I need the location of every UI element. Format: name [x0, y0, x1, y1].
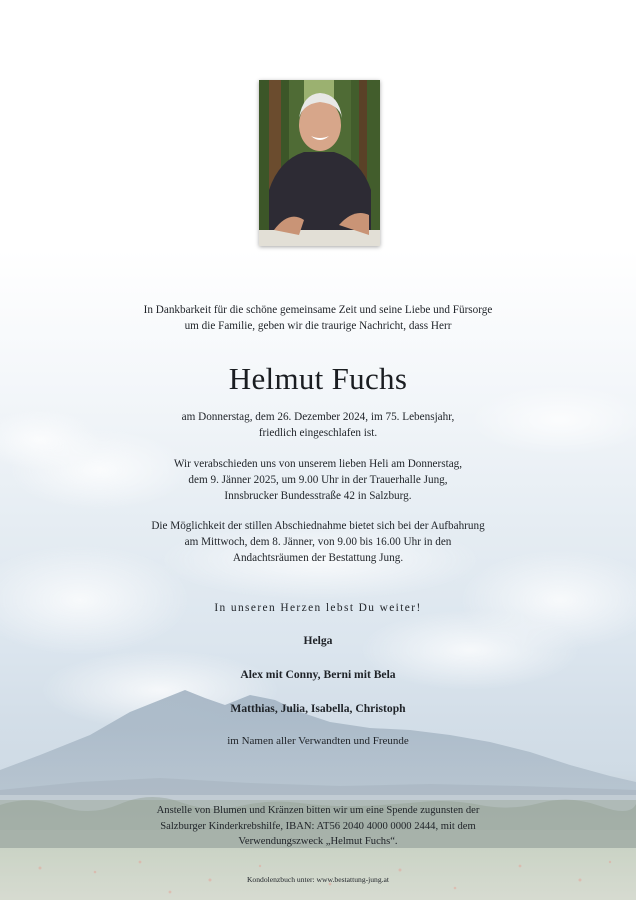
viewing-line: am Mittwoch, dem 8. Jänner, von 9.00 bis 16.00 Uhr in den [184, 536, 452, 548]
farewell-line: Wir verabschieden uns von unserem lieben Heli am Donnerstag, [173, 458, 463, 470]
farewell-line: Innsbrucker Bundesstraße 42 in Salzburg. [224, 490, 412, 502]
deceased-name: Helmut Fuchs [228, 361, 408, 396]
farewell-line: dem 9. Jänner 2025, um 9.00 Uhr in der Trauerhalle Jung, [188, 474, 448, 486]
bereaved-grandchildren: Matthias, Julia, Isabella, Christoph [230, 702, 406, 715]
death-notice [0, 409, 636, 441]
bereaved-children: Alex mit Conny, Berni mit Bela [240, 668, 396, 681]
death-line: friedlich eingeschlafen ist. [258, 427, 378, 439]
donation-line: Anstelle von Blumen und Kränzen bitten wir um eine Spende zugunsten der [156, 805, 480, 816]
donation-line: Verwendungszweck „Helmut Fuchs“. [238, 836, 398, 847]
intro-text [0, 302, 636, 334]
motto: In unseren Herzen lebst Du weiter! [214, 602, 422, 614]
condolence-book-link[interactable]: Kondolenzbuch unter: www.bestattung-jung.at [246, 875, 390, 884]
death-line: am Donnerstag, dem 26. Dezember 2024, im 75. Lebensjahr, [181, 411, 455, 423]
portrait-photo [259, 80, 380, 246]
bereaved-relatives: im Namen aller Verwandten und Freunde [227, 735, 409, 747]
viewing-details [0, 518, 636, 566]
intro-line: um die Familie, geben wir die traurige Nachricht, dass Herr [184, 320, 452, 332]
viewing-line: Die Möglichkeit der stillen Abschiednahme bietet sich bei der Aufbahrung [151, 520, 485, 532]
intro-line: In Dankbarkeit für die schöne gemeinsame Zeit und seine Liebe und Fürsorge [143, 304, 493, 316]
bereaved-spouse: Helga [303, 634, 333, 647]
donation-line: Salzburger Kinderkrebshilfe, IBAN: AT56 2040 4000 0000 2444, mit dem [160, 820, 476, 832]
farewell-details [0, 456, 636, 504]
viewing-line: Andachtsräumen der Bestattung Jung. [232, 552, 404, 564]
donation-request [0, 803, 636, 850]
